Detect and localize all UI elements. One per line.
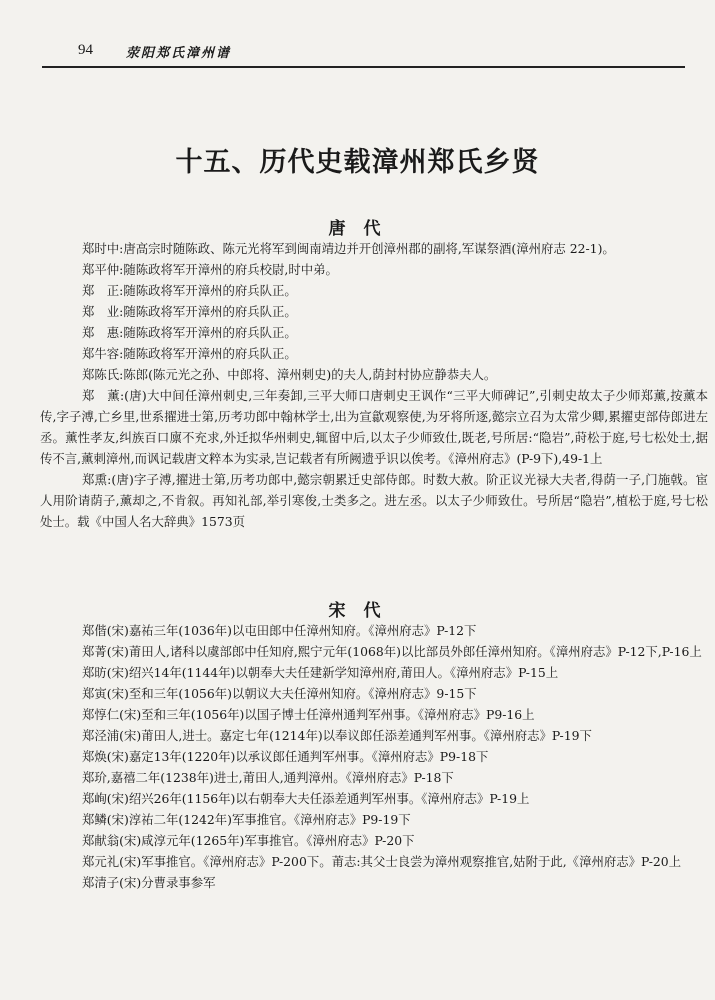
list-item: 郑 业:随陈政将军开漳州的府兵队正。: [82, 304, 297, 319]
song-entry-list: [40, 620, 708, 893]
list-item: 郑陈氏:陈郎(陈元光之孙、中郎将、漳州刺史)的夫人,荫封村协应静恭夫人。: [82, 367, 497, 382]
list-item: 郑焕(宋)嘉定13年(1220年)以承议郎任通判军州事。《漳州府志》P9-18下: [82, 749, 489, 764]
list-item: 郑惇仁(宋)至和三年(1056年)以国子博士任漳州通判军州事。《漳州府志》P9-16上: [82, 707, 535, 722]
list-item: 郑峋(宋)绍兴26年(1156年)以右朝奉大夫任添差通判军州事。《漳州府志》P-19上: [82, 791, 530, 806]
list-item: 郑熏:(唐)字子溥,擢进士第,历考功郎中,懿宗朝累迁史部侍郎。时数大赦。阶正议光禄大夫者,得荫一子,门施戟。宦人用阶请荫子,薰却之,不肯叙。再知礼部,举引寒俊,士类多之。进左丞。以太子少师致仕。号所居“隐岩”,植松于庭,号七松处士。载《中国人名大辞典》1573页: [40, 472, 708, 529]
list-item: 郑牛容:随陈政将军开漳州的府兵队正。: [82, 346, 297, 361]
list-item: 郑泾浦(宋)莆田人,进士。嘉定七年(1214年)以奉议郎任添差通判军州事。《漳州府志》P-19下: [82, 728, 592, 743]
running-header: [42, 40, 685, 68]
list-item: 郑献翁(宋)咸淳元年(1265年)军事推官。《漳州府志》P-20下: [82, 833, 415, 848]
section-title-song: 宋 代: [328, 601, 387, 621]
list-item: 郑玠,嘉禧二年(1238年)进士,莆田人,通判漳州。《漳州府志》P-18下: [82, 770, 454, 785]
list-item: 郑 薰:(唐)大中间任漳州刺史,三年奏卸,三平大师口唐刺史王讽作“三平大师碑记”,引刺史故太子少师郑薰,按薰本传,字子溥,亡乡里,世系擢进士第,历考功郎中翰林学士,出为宣歙观察使,为牙将所逐,懿宗立召为太常少卿,累擢吏部侍郎进左丞。薰性孝友,纠族百口廪不充求,外迁拟华州刺史,辄留中后,以太子少师致仕,既老,号所居:“隐岩”,莳松于庭,号七松处士,据传不言,薰刺漳州,而讽记载唐文粹本为实录,岂记载者有所阙遗乎识以俟考。《漳州府志》(P-9下),49-1上: [40, 388, 708, 466]
list-item: 郑昉(宋)绍兴14年(1144年)以朝奉大夫任建新学知漳州府,莆田人。《漳州府志》P-15上: [82, 665, 559, 680]
list-item: 郑偕(宋)嘉祐三年(1036年)以屯田郎中任漳州知府。《漳州府志》P-12下: [82, 623, 477, 638]
list-item: 郑 正:随陈政将军开漳州的府兵队正。: [82, 283, 297, 298]
list-item: 郑鳞(宋)淳祐二年(1242年)军事推官。《漳州府志》P9-19下: [82, 812, 411, 827]
list-item: 郑平仲:随陈政将军开漳州的府兵校尉,时中弟。: [82, 262, 338, 277]
list-item: 郑时中:唐高宗时随陈政、陈元光将军到闽南靖边并开创漳州郡的副将,军谋祭酒(漳州府志 22-1)。: [82, 241, 615, 256]
list-item: 郑菁(宋)莆田人,诸科以虞部郎中任知府,熙宁元年(1068年)以比部员外郎任漳州知府。《漳州府志》P-12下,P-16上: [82, 644, 702, 659]
list-item: 郑寅(宋)至和三年(1056年)以朝议大夫任漳州知府。《漳州府志》9-15下: [82, 686, 477, 701]
list-item: 郑元礼(宋)军事推官。《漳州府志》P-200下。莆志:其父士良尝为漳州观察推官,姑附于此,《漳州府志》P-20上: [82, 854, 682, 869]
chapter-title: 十五、历代史载漳州郑氏乡贤: [175, 147, 540, 178]
list-item: 郑 惠:随陈政将军开漳州的府兵队正。: [82, 325, 297, 340]
running-title: 荥阳郑氏漳州谱: [126, 46, 232, 61]
section-title-tang: 唐 代: [328, 219, 387, 239]
tang-entry-list: [40, 238, 708, 532]
page-number: 94: [78, 42, 93, 58]
list-item: 郑清子(宋)分曹录事参军: [82, 875, 216, 890]
